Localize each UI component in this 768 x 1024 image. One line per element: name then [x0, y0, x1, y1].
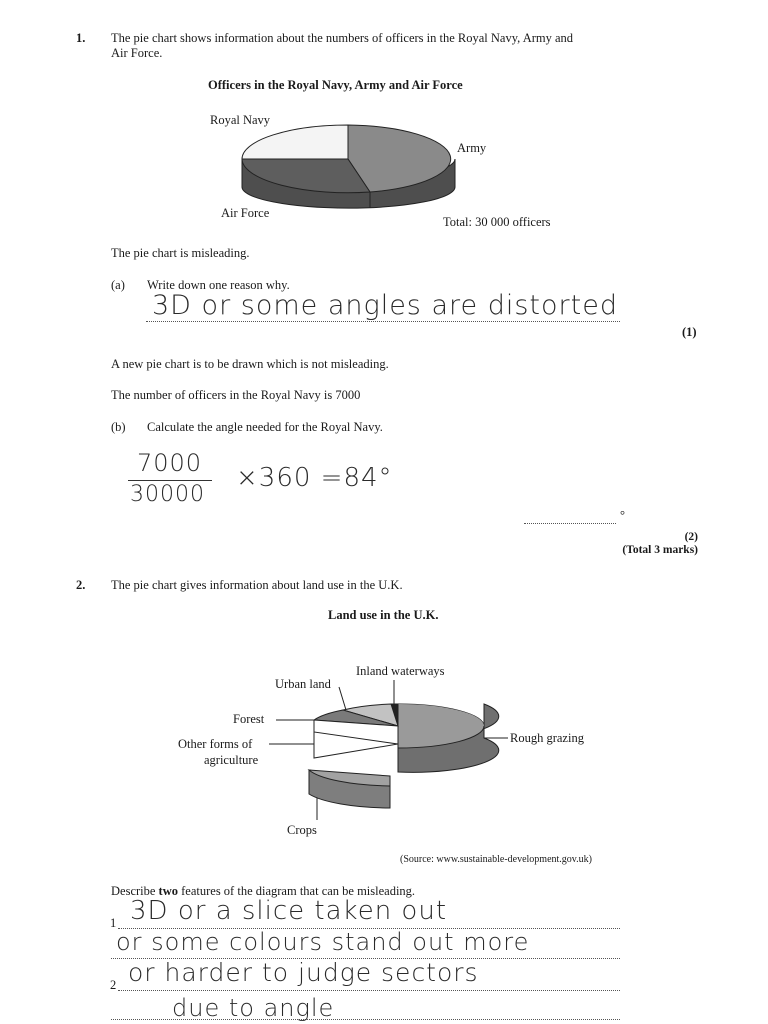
label-other-forms: Other forms of: [178, 737, 253, 751]
part-b-label: (b): [111, 420, 126, 434]
chart-2-title: Land use in the U.K.: [328, 608, 439, 622]
answer-a-handwriting: 3D or some angles are distorted: [152, 290, 618, 321]
answer-2-handwriting-1: 3D or a slice taken out: [130, 896, 448, 926]
answer-2-handwriting-3: or harder to judge sectors: [128, 958, 479, 987]
describe-pre: Describe: [111, 884, 159, 898]
answer-a-line: [146, 321, 620, 322]
working-result: ×360 =84°: [236, 463, 393, 493]
part-b-question: Calculate the angle needed for the Royal Navy.: [147, 420, 383, 434]
misleading-statement: The pie chart is misleading.: [111, 246, 250, 260]
total-officers: Total: 30 000 officers: [443, 215, 551, 229]
degree-symbol: °: [620, 508, 625, 522]
part-a-label: (a): [111, 278, 125, 292]
question-1-intro-line1: The pie chart shows information about the numbers of officers in the Royal Navy, Army and: [111, 31, 574, 45]
source-citation: (Source: www.sustainable-development.gov.uk): [400, 854, 592, 865]
label-air-force: Air Force: [221, 206, 270, 220]
describe-bold: two: [158, 884, 178, 898]
part-a-question: Write down one reason why.: [147, 278, 290, 292]
question-1-number: 1.: [76, 31, 86, 45]
working-denominator: 30000: [130, 482, 205, 507]
label-agriculture: agriculture: [204, 753, 259, 767]
question-1-intro-line2: Air Force.: [111, 46, 163, 60]
new-chart-statement: A new pie chart is to be drawn which is not misleading.: [111, 357, 389, 371]
label-army: Army: [457, 141, 487, 155]
chart-1-title: Officers in the Royal Navy, Army and Air Force: [208, 78, 463, 92]
label-royal-navy: Royal Navy: [210, 113, 271, 127]
label-urban-land: Urban land: [275, 677, 331, 691]
total-marks: (Total 3 marks): [622, 544, 698, 556]
describe-post: features of the diagram that can be misleading.: [178, 884, 416, 898]
slice-navy: [242, 125, 348, 159]
chart-1-pie: [0, 0, 768, 240]
working-numerator: 7000: [137, 449, 203, 477]
answer-line-1-number: 1: [110, 916, 117, 930]
marks-a: (1): [682, 325, 697, 339]
label-forest: Forest: [233, 712, 265, 726]
label-inland-waterways: Inland waterways: [356, 664, 445, 678]
answer-line-3: [118, 990, 620, 991]
question-2-number: 2.: [76, 578, 86, 592]
question-2-intro: The pie chart gives information about land use in the U.K.: [111, 578, 403, 592]
answer-b-line: [524, 523, 616, 524]
navy-count-statement: The number of officers in the Royal Navy is 7000: [111, 388, 361, 402]
label-crops: Crops: [287, 823, 317, 837]
answer-line-3-number: 2: [110, 978, 117, 992]
fraction-bar: [128, 480, 212, 481]
marks-b: (2): [684, 531, 698, 543]
label-rough-grazing: Rough grazing: [510, 731, 584, 745]
answer-2-handwriting-4: due to angle: [172, 994, 335, 1022]
answer-2-handwriting-2: or some colours stand out more: [116, 928, 530, 956]
